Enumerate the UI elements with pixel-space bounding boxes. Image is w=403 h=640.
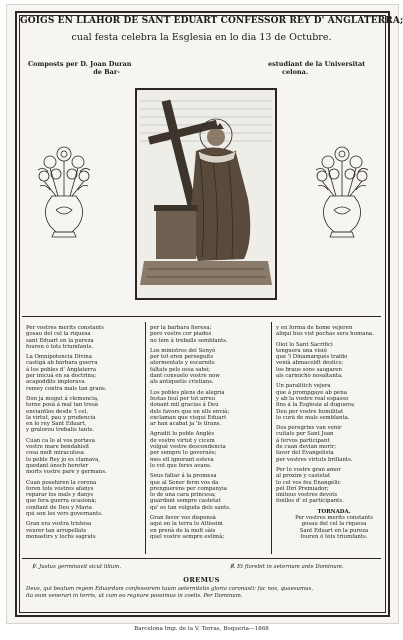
oremus-heading: OREMUS (183, 576, 220, 584)
verse-line: fouren ó tots triumfants. (26, 343, 94, 350)
verse-line: en lo rey Sant Eduart, (26, 421, 87, 428)
stanza (276, 425, 392, 463)
printer-imprint: Barcelona Imp. de la V. Torras, Boqueria—1868 (134, 626, 269, 632)
verse-line: á fervos participant (276, 437, 330, 444)
stanza (26, 396, 142, 434)
verse-line: lo cel vos feu Enangèlic (276, 479, 341, 486)
tornada-line: fouren ó tots triumfants. (300, 533, 368, 540)
title-line-1: GOIGS EN LLAHOR DE SANT EDUART CONFESSOR REY D' ANGLATERRA; (20, 16, 403, 26)
verse-line: qu' es tan volguda dels sants. (150, 504, 231, 511)
divider-middle (22, 558, 381, 559)
verse-line: volgué vostre descendencia (150, 444, 226, 451)
verse-line: fins á la Esglesia al duguera; (276, 402, 355, 409)
verse-line: los braus sons saugaren (276, 366, 342, 373)
verse-line: tenguera una visió (276, 347, 327, 354)
verse-line: quel vostre sempre estimà; (150, 533, 225, 540)
stanza (26, 480, 142, 518)
verse-line: al proxim y castetat (276, 473, 331, 480)
verse-line: La Omnipotencia Divina (26, 354, 92, 361)
author-left-2: de Bar- (93, 68, 120, 76)
verse-line: foren tots vostres afanys (26, 485, 94, 492)
verse-line: no tem á treballs semblants. (150, 337, 228, 344)
stanza (150, 515, 266, 540)
verse-line: y ab la vostre real espasso (276, 395, 349, 402)
verse-line: lo curà de mals semblanta. (276, 414, 350, 421)
verse-line: donant mil gracias á Deu (150, 402, 219, 409)
oremus-prayer (26, 586, 377, 599)
stanza (150, 325, 266, 344)
stanza (150, 390, 266, 428)
tornada-line: Sant Eduart en la pureza (299, 527, 369, 534)
verse-line: vostre mare bendahisit (26, 444, 90, 451)
verse-line: que á prompgaye ab pena (276, 389, 347, 396)
verse-line: per tot eren perseguits (150, 354, 214, 361)
tornada-stanza (276, 515, 392, 540)
verse-line: als carmichò nosaltanta. (276, 373, 343, 380)
verse-line: Gran era vostra tristesa (26, 521, 92, 528)
verse-line: sant Eduart en la pureza (26, 337, 94, 344)
verse-line: favor del Evangelista (276, 450, 334, 457)
verse-line: que fera guerra ocasionà; (26, 498, 97, 505)
verse-line: Cuan ca lo al vos portava (26, 437, 95, 444)
author-right-2: celona. (282, 68, 309, 76)
prayer-line-2: ita eum venerari in terris, ut cum eo regnare possimus in coelis. Per Dominum. (26, 592, 243, 599)
verse-line: mes ell ignorant esteva (150, 456, 214, 463)
verse-line: qui son los vers governants. (26, 511, 103, 518)
verse-line: reparar los mals y danys (26, 492, 94, 499)
verse-line: Dos peregrins van venir (276, 425, 342, 432)
verse-line: Agradit lo poble Anglès (150, 431, 215, 438)
verse-line: Per vostres merits constants (26, 325, 104, 331)
stanza (276, 325, 392, 338)
verse-line: monastirs y lochs sagrats (26, 533, 96, 540)
verse-line: torne posà á mal tan tresà (26, 402, 98, 409)
saint-edward-engraving (135, 88, 277, 300)
tornada-line: Per vostres merits constants (295, 515, 373, 522)
verse-line: Oiot lo Sant Sacrifici (276, 341, 333, 348)
verse-line: per inicuá en sa doctrina; (26, 373, 97, 380)
author-credit-left (28, 60, 148, 76)
verse-line: lo poble Rey jo es clamava, (26, 456, 101, 463)
verse-line: prenguerens per companyia (150, 485, 227, 492)
column-divider-1 (145, 322, 146, 554)
verse-column-1 (26, 325, 142, 544)
stanza (276, 467, 392, 505)
title-line-2: cual festa celebra la Esglesia en lo dia 13 de Octubre. (71, 32, 332, 43)
verse-line: pel Dirí Premiador; (276, 485, 329, 492)
verse-line: per sempre lo governés; (150, 450, 217, 457)
antiphon-versicle: ℣. Justus germinavit sicut lilium. (32, 564, 122, 570)
verse-column-2 (150, 325, 266, 544)
antiphon-response: ℟. Et florebit in aeternum ante Dominum. (230, 564, 344, 570)
verse-line: lo de una cara princesa; (150, 492, 216, 499)
tornada-line: gosau del cel la riquesa (301, 521, 367, 528)
divider-top (22, 316, 381, 317)
stanza (276, 383, 392, 421)
verse-line: ar han acabat ja 'ls tirans. (150, 421, 222, 428)
verse-line: Seus faltar á la promesa (150, 473, 217, 480)
verse-line: remey contra mals tan grans. (26, 385, 107, 392)
stanza (26, 354, 142, 392)
author-right-1: estudiant de la Universitat (268, 60, 366, 68)
verse-line: gosau del cel la riquesa (26, 331, 91, 338)
verse-line: cuitats per Sant Joan (276, 431, 334, 438)
verse-line: que al Sener ferm vos da (150, 479, 219, 486)
verse-line: Los pobles plens de alegria (150, 389, 225, 396)
verse-line: que 'l Dinamarqués traïdo (276, 354, 348, 361)
verse-line: y en forma de home vejeren (276, 325, 353, 331)
verse-line: lo vot que feres avans. (150, 462, 212, 469)
verse-line: fonllos d' el participants. (276, 498, 344, 505)
verse-line: enviantlos desde 'l cel, (26, 408, 89, 415)
verse-line: exclaman que visqui Eduart (150, 414, 227, 421)
verse-line: Cuan posehiren la corona (26, 479, 97, 486)
stanza (150, 431, 266, 469)
verse-line: Deu per vostre humilitat (276, 408, 344, 415)
verse-line: atormentats y escarnits (150, 360, 215, 367)
stanza (150, 348, 266, 386)
stanza (150, 473, 266, 511)
flower-vase-right-illustration (306, 140, 378, 240)
verse-line: per la barbara fieresa; (150, 325, 212, 331)
verse-line: Los ministres del Senyó (150, 347, 216, 354)
verse-line: venià abmaceldt deslics; (276, 360, 344, 367)
verse-line: aliqui bus vist pochas sera humana. (276, 331, 374, 338)
column-divider-2 (271, 322, 272, 554)
verse-line: á los pobles d' Anglaterra (26, 366, 97, 373)
stanza (26, 438, 142, 476)
verse-line: en prenà de la molt sàis (150, 527, 216, 534)
verse-line: faltats pels ossa sabó; (150, 366, 211, 373)
verse-line: dant consuelo vostre now (150, 373, 220, 380)
verse-line: quedant ánsch hereter (26, 462, 89, 469)
verse-column-3 (276, 325, 392, 544)
verse-line: dels favors que en ells envià; (150, 408, 230, 415)
verse-line: imiteus vostres devots (276, 492, 338, 499)
verse-line: als antiquetis cristians. (150, 379, 214, 386)
verse-line: confiant de Deu y Maria (26, 504, 92, 511)
verse-line: veurer tan arropellats (26, 527, 87, 534)
verse-line: Per lo vostre gran amor (276, 466, 341, 473)
tornada-heading: TORNADA. (317, 508, 351, 515)
flower-vase-left-illustration (28, 140, 100, 240)
verse-line: pero vostre cor piados (150, 331, 212, 338)
author-credit-right (268, 60, 388, 76)
verse-line: de vostre virtut y cicem (150, 437, 215, 444)
verse-line: Un paralitich vejera (276, 383, 331, 390)
verse-line: la virtut, pau y prudencia (26, 414, 96, 421)
author-left-1: Composts per D. Joan Duran (28, 60, 132, 68)
verse-line: y gralorou trebalis tants. (26, 427, 95, 434)
stanza (276, 342, 392, 380)
verse-line: aqui en la terra lo Altissim (150, 521, 223, 528)
verse-line: cosa molt miraculosa (26, 450, 84, 457)
verse-line: Don ja mogut á clemencia, (26, 395, 99, 402)
verse-line: de cuan devian morir; (276, 444, 337, 451)
verse-line: castigà ab bàrbara guerra (26, 360, 98, 367)
verse-line: morts vostre pare y germans. (26, 469, 107, 476)
verse-line: per vostres virtuts brillants. (276, 456, 353, 463)
verse-line: acapoddits implorava (26, 379, 85, 386)
prayer-line-1: Deus, qui beatum regem Eduardum confessorem tuum aeternitatis gloria coronasti: fac nos, quaesumus, (26, 586, 314, 592)
verse-line: Gran favor vos dispensà (150, 515, 216, 522)
stanza (26, 325, 142, 350)
verse-line: guardant sempre castetat (150, 498, 221, 505)
verse-line: festas feuî per tot arreu (150, 395, 216, 402)
stanza (26, 521, 142, 540)
